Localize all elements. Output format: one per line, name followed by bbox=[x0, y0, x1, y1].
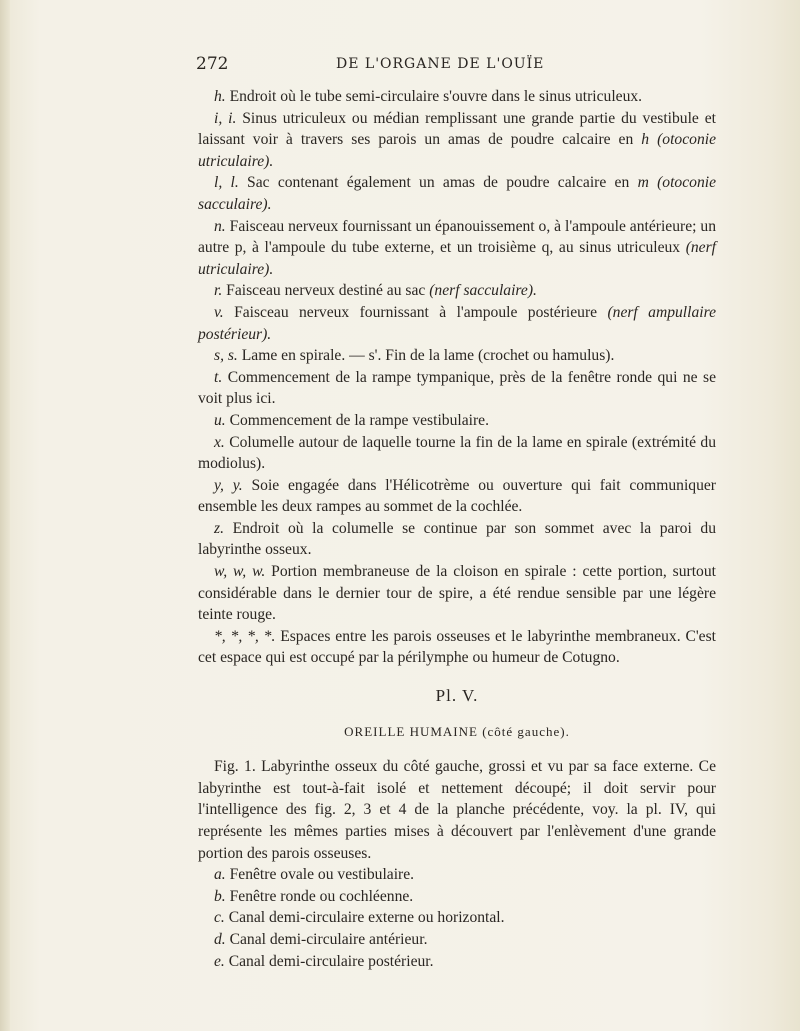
entry-text: Faisceau nerveux fournissant à l'ampoule postérieure bbox=[234, 303, 598, 321]
legend-entry bbox=[198, 172, 716, 215]
legend-entry bbox=[198, 410, 716, 432]
entry-text: Columelle autour de laquelle tourne la fin de la lame en spirale (extrémité du modiolus). bbox=[198, 433, 716, 473]
entry-key: l, l. bbox=[214, 174, 239, 192]
legend-text: Fenêtre ronde ou cochléenne. bbox=[229, 887, 414, 905]
entry-text: Faisceau nerveux destiné au sac bbox=[226, 282, 426, 300]
legend-key: d. bbox=[214, 930, 226, 948]
entry-text: Lame en spirale. — s'. Fin de la lame (crochet ou hamulus). bbox=[241, 347, 615, 365]
entry-term: (nerf sacculaire). bbox=[429, 282, 537, 300]
legend-text: Canal demi-circulaire postérieur. bbox=[228, 952, 434, 970]
entry-text: Commencement de la rampe vestibulaire. bbox=[229, 411, 489, 429]
entry-key: z. bbox=[214, 519, 224, 537]
entry-key: n. bbox=[214, 217, 226, 235]
legend-key: a. bbox=[214, 866, 226, 884]
page-header bbox=[196, 54, 716, 76]
entry-key: t. bbox=[214, 368, 223, 386]
legend-key: c. bbox=[214, 909, 225, 927]
entry-text: Soie engagée dans l'Hélicotrème ou ouverture qui fait communiquer ensemble les deux rampes au sommet de la cochlée. bbox=[198, 476, 716, 516]
legend-entry bbox=[198, 86, 716, 108]
legend-entry bbox=[198, 475, 716, 518]
legend-text: Canal demi-circulaire antérieur. bbox=[229, 930, 428, 948]
entry-key: r. bbox=[214, 282, 223, 300]
entry-text: Sinus utriculeux ou médian remplissant une grande partie du vestibule et laissant voir à travers ses parois un amas de poudre calcaire en bbox=[198, 109, 716, 149]
entry-key: v. bbox=[214, 303, 224, 321]
body-text bbox=[198, 86, 716, 972]
legend-entry bbox=[198, 432, 716, 475]
entry-text: Endroit où la columelle se continue par son sommet avec la paroi du labyrinthe osseux. bbox=[198, 519, 716, 559]
entry-term: (otoconie sacculaire). bbox=[198, 174, 716, 213]
plate-title: Pl. V. bbox=[435, 686, 479, 706]
legend-text: Canal demi-circulaire externe ou horizontal. bbox=[228, 909, 505, 927]
legend-entries-pl5 bbox=[198, 864, 716, 972]
legend-entry bbox=[198, 302, 716, 345]
legend-key: b. bbox=[214, 887, 226, 905]
entry-text: Endroit où le tube semi-circulaire s'ouvre dans le sinus utriculeux. bbox=[229, 88, 643, 105]
entry-text: Faisceau nerveux fournissant un épanouissement o, à l'ampoule antérieure; un autre p, à l'ampoule du tube externe, et un troisième q, au sinus utriculeux bbox=[198, 217, 716, 257]
page-edge bbox=[0, 0, 10, 1031]
entry-term: (nerf utriculaire). bbox=[198, 239, 716, 278]
entry-text: Commencement de la rampe tympanique, près de la fenêtre ronde qui ne se voit plus ici. bbox=[198, 368, 716, 408]
entry-key: *, *, *, *. bbox=[214, 627, 276, 645]
plate-caption: OREILLE HUMAINE (côté gauche). bbox=[344, 723, 570, 739]
entry-key: x. bbox=[214, 433, 225, 451]
entry-key: s, s. bbox=[214, 347, 238, 365]
entry-text: Sac contenant également un amas de poudre calcaire en bbox=[247, 174, 630, 192]
page-number: 272 bbox=[196, 54, 229, 74]
legend-entry bbox=[198, 108, 716, 173]
entry-key: h. bbox=[214, 88, 226, 105]
entry-ref: m bbox=[637, 174, 649, 192]
legend-entry bbox=[198, 345, 716, 367]
legend-item bbox=[198, 886, 716, 908]
legend-entries-pl4 bbox=[198, 86, 716, 669]
entry-term: (otoconie utriculaire). bbox=[198, 131, 716, 170]
running-head: DE L'ORGANE DE L'OUÏE bbox=[336, 56, 545, 72]
legend-item bbox=[198, 907, 716, 929]
entry-ref: h bbox=[641, 131, 650, 149]
entry-key: i, i. bbox=[214, 109, 237, 127]
legend-entry bbox=[198, 280, 716, 302]
legend-entry bbox=[198, 626, 716, 669]
legend-entry bbox=[198, 367, 716, 410]
entry-key: y, y. bbox=[214, 476, 243, 494]
legend-item bbox=[198, 929, 716, 951]
entry-key: w, w, w. bbox=[214, 563, 266, 581]
legend-entry bbox=[198, 216, 716, 281]
entry-key: u. bbox=[214, 411, 226, 429]
legend-item bbox=[198, 864, 716, 886]
legend-item bbox=[198, 951, 716, 973]
entry-text: Portion membraneuse de la cloison en spirale : cette portion, surtout considérable dans le dernier tour de spire, a été rendue sensible par une légère teinte rouge. bbox=[198, 563, 716, 624]
entry-term: (nerf ampullaire postérieur). bbox=[198, 303, 716, 343]
legend-entry bbox=[198, 561, 716, 626]
entry-text: Espaces entre les parois osseuses et le labyrinthe membraneux. C'est cet espace qui est occupé par la périlymphe ou humeur de Cotugno. bbox=[198, 627, 716, 667]
legend-key: e. bbox=[214, 952, 225, 970]
figure-paragraph: Fig. 1. Labyrinthe osseux du côté gauche, grossi et vu par sa face externe. Ce labyrinthe est tout-à-fait isolé et nettement découpé; il doit servir pour l'intelligence des fig. 2, 3 et 4 de la planche précédente, voy. la pl. IV, qui représente les mêmes parties mises à découvert par l'enlèvement d'une grande portion des parois osseuses. bbox=[198, 758, 716, 862]
legend-text: Fenêtre ovale ou vestibulaire. bbox=[229, 866, 415, 884]
legend-entry bbox=[198, 518, 716, 561]
